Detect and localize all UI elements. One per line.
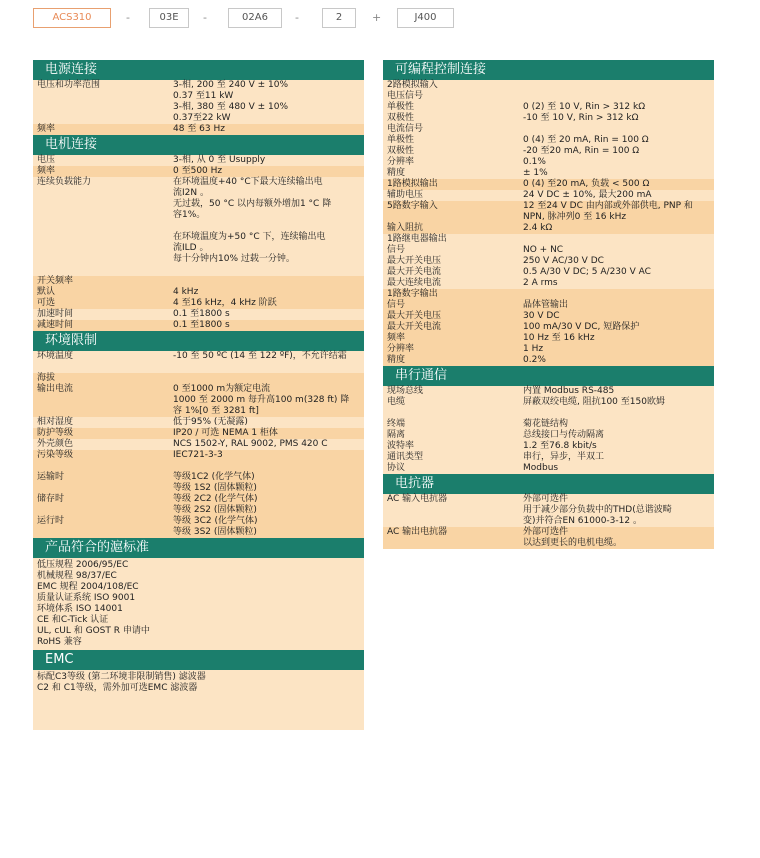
spec-label-line: 分辨率 (387, 344, 415, 354)
spec-value-line: Modbus (523, 463, 559, 473)
spec-label-line: 1路继电器输出 (387, 234, 447, 244)
spec-label-line: 隔离 (387, 430, 406, 440)
spec-value-line: 0.5 A/30 V DC; 5 A/230 V AC (523, 267, 651, 277)
spec-value-line: 0.1 至1800 s (173, 309, 230, 319)
section-body (383, 80, 714, 366)
spec-row (383, 527, 714, 549)
spec-value (173, 155, 364, 166)
spec-label-line: 单极性 (387, 135, 415, 145)
spec-value-line: 2.4 kΩ (523, 223, 553, 233)
spec-label-line: 双极性 (387, 146, 415, 156)
spec-label-line: 开关频率 (37, 276, 74, 286)
spec-value-line: 3-相, 380 至 480 V ± 10% (173, 102, 289, 112)
right-column (383, 60, 714, 549)
spec-value (173, 320, 364, 331)
spec-label-line: 现场总线 (387, 386, 424, 396)
spec-row (33, 124, 364, 135)
spec-row (383, 80, 714, 179)
spec-value-line: 0.2% (523, 355, 546, 365)
spec-value-line: 无过载，50 °C 以内每额外增加1 °C 降 (173, 199, 332, 209)
section-body (383, 386, 714, 474)
spec-value (173, 124, 364, 135)
section-header: 电抗器 (383, 474, 714, 494)
spec-label (387, 234, 523, 289)
spec-row (33, 320, 364, 331)
spec-row (383, 234, 714, 289)
spec-label (37, 428, 173, 439)
emc-header: EMC (33, 650, 364, 670)
spec-value-line: IP20 / 可选 NEMA 1 柜体 (173, 428, 278, 438)
spec-label-line: 输出电流 (37, 384, 74, 394)
spec-value-line (173, 373, 364, 384)
spec-value (173, 166, 364, 177)
spec-value-line: 等级 3C2 (化学气体) (173, 516, 258, 526)
spec-value-line: 等级 3S2 (固体颗粒) (173, 527, 257, 537)
spec-row (383, 179, 714, 190)
spec-value-line: 用于减少部分负载中的THD(总谐波畸 (523, 505, 672, 515)
spec-label-line: 协议 (387, 463, 406, 473)
spec-value-line: 每十分钟内10% 过载一分钟。 (173, 254, 295, 264)
spec-value-line: 2 A rms (523, 278, 558, 288)
spec-label-line: 最大开关电压 (387, 311, 442, 321)
type-code-separator: + (372, 11, 382, 24)
spec-value-line: 30 V DC (523, 311, 560, 321)
spec-value-line: 晶体管输出 (523, 300, 569, 310)
section-header: 环境限制 (33, 331, 364, 351)
spec-value-line: 总线接口与传动隔离 (523, 430, 605, 440)
spec-value (523, 527, 714, 549)
spec-label-line: 精度 (387, 355, 406, 365)
spec-value-line (173, 276, 364, 287)
spec-label-line: 信号 (387, 245, 406, 255)
spec-label (37, 417, 173, 428)
spec-row (33, 309, 364, 320)
type-code-separator: - (295, 11, 299, 24)
spec-value (173, 428, 364, 439)
type-code-part: 02A6 (228, 8, 282, 28)
type-code-part: ACS310 (33, 8, 111, 28)
spec-label-line: 外壳颜色 (37, 439, 74, 449)
standards-line: 机械规程 98/37/EC (37, 571, 117, 581)
spec-row (383, 386, 714, 474)
standards-line: 环境体系 ISO 14001 (37, 604, 123, 614)
spec-value-line (523, 91, 714, 102)
section-body (383, 494, 714, 549)
spec-label-line (37, 461, 173, 472)
spec-value-line: 流I2N 。 (173, 188, 209, 198)
spec-value (173, 373, 364, 417)
spec-label-line: 精度 (387, 168, 406, 178)
spec-row (33, 428, 364, 439)
spec-value-line: 外部可选件 (523, 527, 569, 537)
spec-value (523, 201, 714, 234)
section-header: 电机连接 (33, 135, 364, 155)
section-header: 可编程控制连接 (383, 60, 714, 80)
standards-line: RoHS 兼容 (37, 637, 82, 647)
spec-row (33, 80, 364, 124)
spec-label (37, 124, 173, 135)
spec-label-line: 分辨率 (387, 157, 415, 167)
spec-label-line: 相对湿度 (37, 417, 74, 427)
spec-row (33, 417, 364, 428)
spec-label-line: 电流信号 (387, 124, 424, 134)
spec-row (33, 166, 364, 177)
spec-value (523, 80, 714, 179)
spec-label-line: 双极性 (387, 113, 415, 123)
spec-value-line: 3-相, 200 至 240 V ± 10% (173, 80, 289, 90)
spec-label-line: AC 输入电抗器 (387, 494, 448, 504)
left-column (33, 60, 364, 730)
spec-value-line: 以达到更长的电机电缆。 (523, 538, 623, 548)
spec-value-line (523, 234, 714, 245)
type-code-part: J400 (397, 8, 454, 28)
spec-row (33, 373, 364, 417)
spec-label-line: 信号 (387, 300, 406, 310)
spec-label-line: 单极性 (387, 102, 415, 112)
spec-label-line: 2路模拟输入 (387, 80, 438, 90)
spec-value-line (523, 289, 714, 300)
spec-row (33, 177, 364, 276)
standards-body (33, 558, 364, 650)
spec-label-line: AC 输出电抗器 (387, 527, 448, 537)
spec-label-line: 终端 (387, 419, 406, 429)
emc-line: 标配C3等级 (第二环境非限制销售) 滤波器 (37, 672, 206, 682)
spec-value-line: 容1%。 (173, 210, 206, 220)
spec-label-line: 加速时间 (37, 309, 74, 319)
spec-value-line: ± 1% (523, 168, 548, 178)
spec-label (387, 190, 523, 201)
spec-label (37, 450, 173, 538)
spec-row (383, 190, 714, 201)
spec-label-line: 5路数字输入 (387, 201, 438, 211)
standards-line: EMC 规程 2004/108/EC (37, 582, 139, 592)
spec-label-line: 连续负载能力 (37, 177, 92, 187)
spec-value-line: 0.37至22 kW (173, 113, 231, 123)
spec-label-line: 最大开关电流 (387, 267, 442, 277)
spec-value (173, 351, 364, 373)
spec-value (173, 417, 364, 428)
spec-value-line: 48 至 63 Hz (173, 124, 225, 134)
spec-value-line: 容 1%[0 至 3281 ft] (173, 406, 259, 416)
spec-value-line: 变)并符合EN 61000-3-12 。 (523, 516, 642, 526)
spec-label-line: 频率 (37, 124, 56, 134)
spec-label (387, 289, 523, 366)
spec-label-line: 电压信号 (387, 91, 424, 101)
spec-label-line: 储存时 (37, 494, 65, 504)
spec-value-line: 0 至1000 m为额定电流 (173, 384, 271, 394)
spec-value-line: 等级1C2 (化学气体) (173, 472, 255, 482)
spec-value-line: 流ILD 。 (173, 243, 209, 253)
spec-value-line: 内置 Modbus RS-485 (523, 386, 615, 396)
standards-header: 产品符合的滬标准 (33, 538, 364, 558)
spec-label-line: 1路模拟输出 (387, 179, 438, 189)
spec-value-line (523, 80, 714, 91)
spec-label-line (387, 212, 523, 223)
spec-value-line: 等级 1S2 (固体颗粒) (173, 483, 257, 493)
spec-label-line (37, 527, 173, 538)
spec-label-line: 辅助电压 (387, 190, 424, 200)
spec-label-line (387, 408, 523, 419)
spec-value-line: 4 kHz (173, 287, 199, 297)
spec-label (387, 179, 523, 190)
spec-label (37, 320, 173, 331)
spec-label-line: 输入阻抗 (387, 223, 424, 233)
spec-value-line (173, 221, 364, 232)
spec-value-line: 1000 至 2000 m 每升高100 m(328 ft) 降 (173, 395, 350, 405)
spec-value-line: 在环境温度为+50 °C 下，连续输出电 (173, 232, 326, 242)
spec-label-line: 波特率 (387, 441, 415, 451)
spec-label (387, 386, 523, 474)
spec-row (383, 494, 714, 527)
spec-label (37, 155, 173, 166)
spec-value-line: 0.1 至1800 s (173, 320, 230, 330)
spec-value-line: NCS 1502-Y, RAL 9002, PMS 420 C (173, 439, 328, 449)
spec-value-line: 0 (4) 至 20 mA, Rin = 100 Ω (523, 135, 649, 145)
spec-value-line: 等级 2C2 (化学气体) (173, 494, 258, 504)
section-body (33, 80, 364, 135)
spec-label-line: 运行时 (37, 516, 65, 526)
spec-label (37, 166, 173, 177)
standards-line: 低压规程 2006/95/EC (37, 560, 129, 570)
spec-value-line: 0 (2) 至 10 V, Rin > 312 kΩ (523, 102, 646, 112)
spec-label (387, 201, 523, 234)
spec-value-line: 屏蔽双绞电缆, 阻抗100 至150欧姆 (523, 397, 665, 407)
spec-value-line: 100 mA/30 V DC, 短路保护 (523, 322, 640, 332)
spec-value-line: 0.1% (523, 157, 546, 167)
spec-label-line: 防护等级 (37, 428, 74, 438)
spec-value-line (523, 408, 714, 419)
spec-label (387, 80, 523, 179)
spec-label-line: 电缆 (387, 397, 406, 407)
emc-line: C2 和 C1等级，需外加可选EMC 滤波器 (37, 683, 198, 693)
spec-label-line: 最大开关电流 (387, 322, 442, 332)
spec-row (383, 201, 714, 234)
spec-value-line: 1 Hz (523, 344, 544, 354)
type-code-part: 03E (149, 8, 189, 28)
spec-value-line (173, 265, 364, 276)
spec-label-line: 最大连续电流 (387, 278, 442, 288)
type-code-separator: - (203, 11, 207, 24)
spec-row (383, 289, 714, 366)
spec-value-line: -20 至20 mA, Rin = 100 Ω (523, 146, 640, 156)
spec-label (37, 309, 173, 320)
type-code (30, 8, 460, 28)
spec-row (33, 155, 364, 166)
spec-value-line: 菊花链结构 (523, 419, 569, 429)
spec-value-line (173, 461, 364, 472)
section-header: 电源连接 (33, 60, 364, 80)
spec-label (387, 494, 523, 527)
spec-label-line (37, 505, 173, 516)
spec-value-line: -10 至 10 V, Rin > 312 kΩ (523, 113, 639, 123)
section-header: 串行通信 (383, 366, 714, 386)
standards-line: 质量认证系统 ISO 9001 (37, 593, 136, 603)
spec-value-line: 24 V DC ± 10%, 最大200 mA (523, 190, 652, 200)
spec-value-line: 0 (4) 至20 mA, 负载 < 500 Ω (523, 179, 650, 189)
spec-value-line: 0 至500 Hz (173, 166, 223, 176)
spec-label (37, 373, 173, 417)
spec-value (173, 80, 364, 124)
spec-label-line: 1路数字输出 (387, 289, 438, 299)
spec-value-line: 等级 2S2 (固体颗粒) (173, 505, 257, 515)
spec-label (37, 177, 173, 276)
spec-label-line: 频率 (387, 333, 406, 343)
spec-label-line: 污染等级 (37, 450, 74, 460)
standards-line: UL, cUL 和 GOST R 申请中 (37, 626, 150, 636)
spec-label-line (37, 483, 173, 494)
emc-body (33, 670, 364, 696)
type-code-separator: - (126, 11, 130, 24)
spec-value (173, 177, 364, 276)
spec-value-line: 1.2 至76.8 kbit/s (523, 441, 597, 451)
spec-label (37, 276, 173, 309)
spec-label-line: 频率 (37, 166, 56, 176)
spec-value-line: NPN, 脉冲列0 至 16 kHz (523, 212, 627, 222)
spec-value (173, 439, 364, 450)
spec-label (37, 351, 173, 373)
spec-value-line: 0.37 至11 kW (173, 91, 234, 101)
type-code-part: 2 (322, 8, 356, 28)
spec-row (33, 450, 364, 538)
spec-value-line: 3-相, 从 0 至 Usupply (173, 155, 266, 165)
spec-label-line: 环境温度 (37, 351, 74, 361)
spec-value (523, 386, 714, 474)
spec-value-line: 低于95% (无凝露) (173, 417, 248, 427)
section-body (33, 351, 364, 538)
spec-value-line: 外部可选件 (523, 494, 569, 504)
spec-label-line: 海拔 (37, 373, 56, 383)
spec-value (523, 234, 714, 289)
spec-value-line (173, 362, 364, 373)
spec-label-line (37, 362, 173, 373)
spec-label-line: 减速时间 (37, 320, 74, 330)
spec-value-line: -10 至 50 ºC (14 至 122 ºF)，不允许结霜 (173, 351, 347, 361)
spec-label (37, 80, 173, 124)
spec-value-line: 在环境温度+40 °C下最大连续输出电 (173, 177, 323, 187)
section-body (33, 155, 364, 331)
spec-row (33, 351, 364, 373)
spec-value-line: 10 Hz 至 16 kHz (523, 333, 595, 343)
spec-label (37, 439, 173, 450)
spec-value-line (523, 124, 714, 135)
spec-label-line: 最大开关电压 (387, 256, 442, 266)
standards-line: CE 和C-Tick 认证 (37, 615, 109, 625)
spec-value-line: 4 至16 kHz，4 kHz 阶跃 (173, 298, 277, 308)
spec-value (523, 190, 714, 201)
spec-label-line: 默认 (37, 287, 56, 297)
left-column-filler (33, 696, 364, 730)
spec-value-line: 12 至24 V DC 由内部或外部供电, PNP 和 (523, 201, 693, 211)
spec-label-line: 运输时 (37, 472, 65, 482)
spec-value (523, 494, 714, 527)
spec-label-line: 电压 (37, 155, 56, 165)
spec-value (173, 309, 364, 320)
spec-value-line: NO + NC (523, 245, 564, 255)
spec-row (33, 276, 364, 309)
spec-label-line: 电压和功率范围 (37, 80, 101, 90)
spec-label (387, 527, 523, 549)
spec-value-line: 串行，异步，半双工 (523, 452, 605, 462)
spec-row (33, 439, 364, 450)
spec-value (173, 450, 364, 538)
spec-value (523, 179, 714, 190)
spec-value (523, 289, 714, 366)
spec-value-line: IEC721-3-3 (173, 450, 223, 460)
spec-label-line: 可选 (37, 298, 56, 308)
spec-value-line: 250 V AC/30 V DC (523, 256, 604, 266)
spec-label-line: 通讯类型 (387, 452, 424, 462)
spec-value (173, 276, 364, 309)
